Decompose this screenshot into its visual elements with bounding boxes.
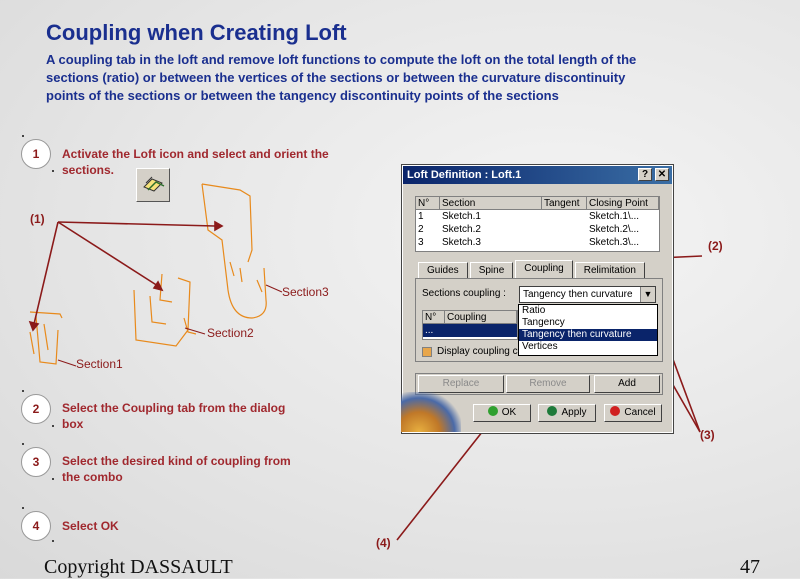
table-cell <box>445 324 517 337</box>
apply-button[interactable] <box>538 404 596 422</box>
column-header[interactable]: N° <box>416 197 440 210</box>
option-tangency-then-curvature[interactable]: Tangency then curvature <box>519 329 657 341</box>
cancel-icon <box>610 406 620 416</box>
tab-guides[interactable]: Guides <box>418 262 468 279</box>
coupling-table[interactable] <box>422 310 518 340</box>
option-vertices[interactable]: Vertices <box>522 341 558 352</box>
section2-label: Section2 <box>207 326 254 340</box>
close-button[interactable]: ✕ <box>655 168 669 181</box>
table-cell: 1 <box>418 211 424 222</box>
table-cell <box>542 236 587 249</box>
sections-coupling-combo[interactable] <box>519 286 656 303</box>
table-cell <box>542 210 587 223</box>
table-row[interactable] <box>416 236 659 249</box>
table-cell: Sketch.1\... <box>589 211 640 222</box>
slide-title: Coupling when Creating Loft <box>46 20 347 45</box>
coupling-dropdown-list <box>518 304 658 356</box>
add-button[interactable]: Add <box>594 375 660 393</box>
step-text: Activate the Loft icon and select and orient the sections. <box>62 147 329 177</box>
step-text: Select the desired kind of coupling from the combo <box>62 454 291 484</box>
section1-label: Section1 <box>76 357 123 371</box>
dialog-title: Loft Definition : Loft.1 <box>407 169 522 181</box>
combo-value: Tangency then curvature <box>523 289 633 300</box>
table-cell: Sketch.3\... <box>589 237 640 248</box>
table-cell <box>542 223 587 236</box>
ok-icon <box>488 406 498 416</box>
table-row[interactable] <box>416 210 659 223</box>
ok-label: OK <box>501 407 517 418</box>
section3-label: Section3 <box>282 285 329 299</box>
column-header[interactable]: N° <box>423 311 445 324</box>
table-header <box>416 197 659 210</box>
callout-1: (1) <box>30 212 45 226</box>
cancel-label: Cancel <box>624 407 656 418</box>
copyright-footer: Copyright DASSAULT <box>44 556 233 578</box>
cancel-button[interactable] <box>604 404 662 422</box>
dialog-titlebar[interactable] <box>403 166 672 184</box>
option-tangency[interactable]: Tangency <box>522 317 565 328</box>
step-number: 4 <box>21 511 51 541</box>
table-cell: Sketch.1 <box>442 211 481 222</box>
step-number: 3 <box>21 447 51 477</box>
table-header <box>423 311 517 324</box>
table-row[interactable] <box>416 223 659 236</box>
step-text: Select OK <box>62 519 119 533</box>
tab-bar <box>418 262 647 279</box>
display-coupling-checkbox[interactable] <box>422 347 432 357</box>
callout-3: (3) <box>700 428 715 442</box>
tab-spine[interactable]: Spine <box>470 262 514 279</box>
apply-icon <box>547 406 557 416</box>
ok-button[interactable] <box>473 404 531 422</box>
replace-button[interactable]: Replace <box>418 375 504 393</box>
tab-relimitation[interactable]: Relimitation <box>575 262 645 279</box>
table-cell: Sketch.2\... <box>589 224 640 235</box>
column-header[interactable]: Section <box>440 197 542 210</box>
callout-2: (2) <box>708 239 723 253</box>
callout-4: (4) <box>376 536 391 550</box>
slide-intro: A coupling tab in the loft and remove loft functions to compute the loft on the total length of the sections (ratio) or between the vertices of the sections or between the curvature discontinuity points of the sections or between the tangency discontinuity points of the sections <box>46 52 637 103</box>
table-cell: 2 <box>418 224 424 235</box>
option-ratio[interactable]: Ratio <box>522 305 546 316</box>
table-cell: Sketch.3 <box>442 237 481 248</box>
column-header[interactable]: Closing Point <box>587 197 659 210</box>
step-number: 2 <box>21 394 51 424</box>
table-cell: 3 <box>418 237 424 248</box>
column-header[interactable]: Tangent <box>542 197 587 210</box>
display-coupling-option[interactable] <box>422 346 518 357</box>
remove-button[interactable]: Remove <box>506 375 590 393</box>
chevron-down-icon[interactable]: ▼ <box>640 287 655 302</box>
table-cell: Sketch.2 <box>442 224 481 235</box>
sections-coupling-label: Sections coupling : <box>422 288 506 299</box>
page-number: 47 <box>740 556 760 578</box>
table-row[interactable] <box>423 324 517 337</box>
step-text: Select the Coupling tab from the dialog box <box>62 401 286 431</box>
dialog-footer <box>403 400 674 434</box>
loft-definition-dialog <box>402 165 673 433</box>
apply-label: Apply <box>561 407 587 418</box>
help-button[interactable]: ? <box>638 168 652 181</box>
display-coupling-label: Display coupling c <box>437 346 518 357</box>
table-cell: ... <box>425 325 434 336</box>
sections-table[interactable] <box>415 196 660 252</box>
step-number: 1 <box>21 139 51 169</box>
tab-coupling[interactable]: Coupling <box>515 260 572 279</box>
column-header[interactable]: Coupling <box>445 311 517 324</box>
